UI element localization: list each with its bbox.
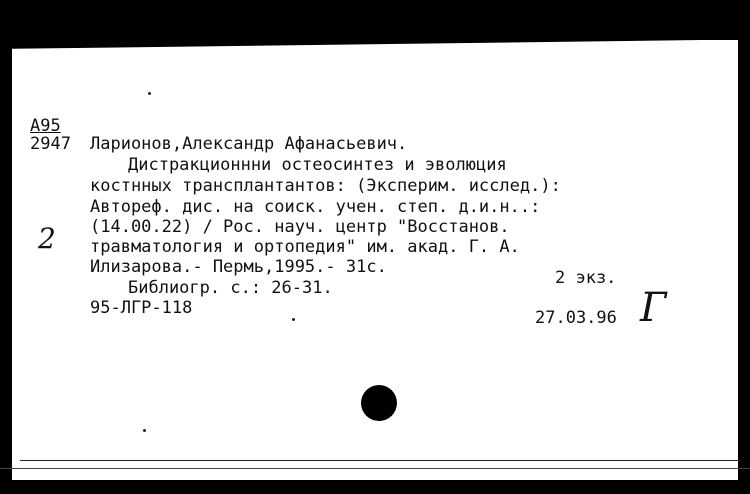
stamp-date: 27.03.96 [535, 308, 617, 328]
handwritten-initials: Г [640, 285, 667, 331]
scan-speck [292, 318, 295, 321]
handwritten-number: 2 [38, 222, 56, 255]
record-number: 2947 [30, 134, 71, 154]
bibliography-line: Библиогр. с.: 26-31. [128, 278, 333, 298]
card-edge-line [20, 460, 740, 461]
publication-line: Илизарова.- Пермь,1995.- 31с. [90, 257, 387, 277]
card-bottom-edge [0, 468, 750, 469]
author-name: Ларионов,Александр Афанасьевич. [90, 134, 408, 154]
title-line-4: (14.00.22) / Рос. науч. центр "Восстанов. [90, 217, 510, 237]
title-line-1: Дистракционнни остеосинтез и эволюция [128, 155, 507, 175]
title-line-2: костнных трансплантантов: (Эксперим. исслед.): [90, 176, 561, 196]
shelf-mark: А95 [30, 116, 61, 136]
scan-speck [143, 429, 146, 432]
punch-hole [361, 385, 397, 421]
title-line-3: Автореф. дис. на соиск. учен. степ. д.и.н..: [90, 197, 541, 217]
scan-speck [148, 92, 151, 95]
copies-count: 2 экз. [555, 268, 617, 288]
catalog-code: 95-ЛГР-118 [90, 298, 193, 318]
title-line-5: травматология и ортопедия" им. акад. Г. А. [90, 237, 520, 257]
